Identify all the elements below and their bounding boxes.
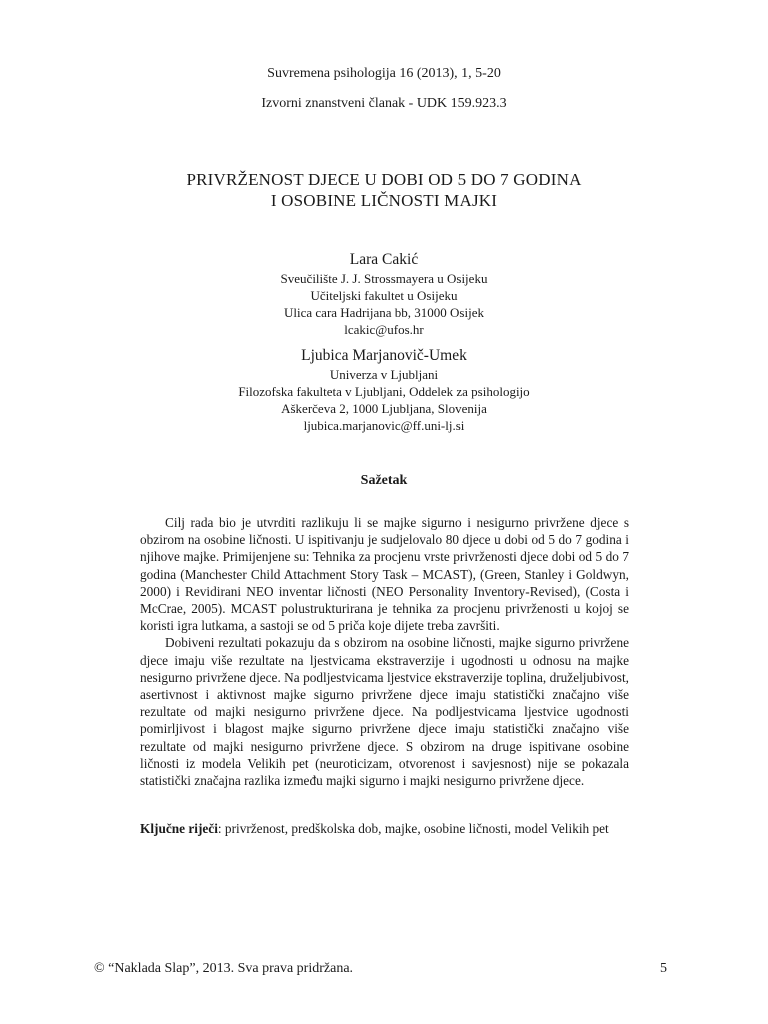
journal-citation: Suvremena psihologija 16 (2013), 1, 5-20 [267,66,501,81]
abstract-heading: Sažetak [360,473,408,488]
author-address: Ulica cara Hadrijana bb, 31000 Osijek [284,305,484,320]
author-name: Lara Cakić [349,251,419,268]
page-number: 5 [660,961,667,976]
keywords-text: : privrženost, predškolska dob, majke, osobine ličnosti, model Velikih pet [217,821,609,836]
paper-title-line-2: I OSOBINE LIČNOSTI MAJKI [270,191,498,210]
author-block-2 [0,346,768,434]
paper-title [0,169,768,211]
author-university: Sveučilište J. J. Strossmayera u Osijeku [280,271,488,286]
author-address: Aškerčeva 2, 1000 Ljubljana, Slovenija [281,401,487,416]
copyright-notice: © “Naklada Slap”, 2013. Sva prava pridržana. [94,961,354,976]
author-faculty: Učiteljski fakultet u Osijeku [310,288,458,303]
abstract-body [140,514,629,789]
abstract-paragraph-1: Cilj rada bio je utvrditi razlikuju li se majke sigurno i nesigurno privržene djece s obzirom na osobine ličnosti. U ispitivanju je sudjelovalo 80 djece u dobi od 5 do 7 godina i njihove majke. Primijenjene su: Tehnika za procjenu vrste privrženosti djece dobi od 5 do 7 godina (Manchester Child Attachment Story Task – MCAST), (Green, Stanley i Goldwyn, 2000) i Revidirani NEO inventar ličnosti (NEO Personality Inventory-Revised), (Costa i McCrae, 2005). MCAST polustrukturirana je tehnika za procjenu privrženosti u kojoj se koristi igra lutkama, a sastoji se od 5 priča koje dijete treba završiti. [140,515,629,634]
author-email: lcakic@ufos.hr [344,322,424,337]
author-email: ljubica.marjanovic@ff.uni-lj.si [303,418,465,433]
author-block-1 [0,250,768,338]
abstract-paragraph-2: Dobiveni rezultati pokazuju da s obzirom na osobine ličnosti, majke sigurno privržene djece imaju više rezultate na ljestvicama ekstraverzije i ugodnosti u odnosu na majke nesigurno privržene djece. Na podljestvicama ljestvice ekstraverzije toplina, druželjubivost, asertivnost i aktivnost majke sigurno privržene djece imaju statistički značajno više rezultate od majki nesigurno privržene djece. Na podljestvicama ljestvice ugodnosti pomirljivost i blagost majke sigurno privržene djece imaju statistički značajno više rezultate od majki nesigurno privržene djece. S obzirom na druge ispitivane osobine ličnosti iz modela Velikih pet (neuroticizam, otvorenost i savjesnost) nije se pokazala statistički značajna razlika između majki sigurno i majki nesigurno privržene djece. [140,635,629,789]
author-name: Ljubica Marjanovič-Umek [301,347,467,364]
paper-title-line-1: PRIVRŽENOST DJECE U DOBI OD 5 DO 7 GODINA [186,170,582,189]
article-type: Izvorni znanstveni članak - UDK 159.923.3 [261,96,507,111]
keywords-label: Ključne riječi [140,821,218,836]
author-university: Univerza v Ljubljani [329,367,439,382]
keywords [140,820,629,837]
author-faculty: Filozofska fakulteta v Ljubljani, Oddelek za psihologijo [238,384,530,399]
